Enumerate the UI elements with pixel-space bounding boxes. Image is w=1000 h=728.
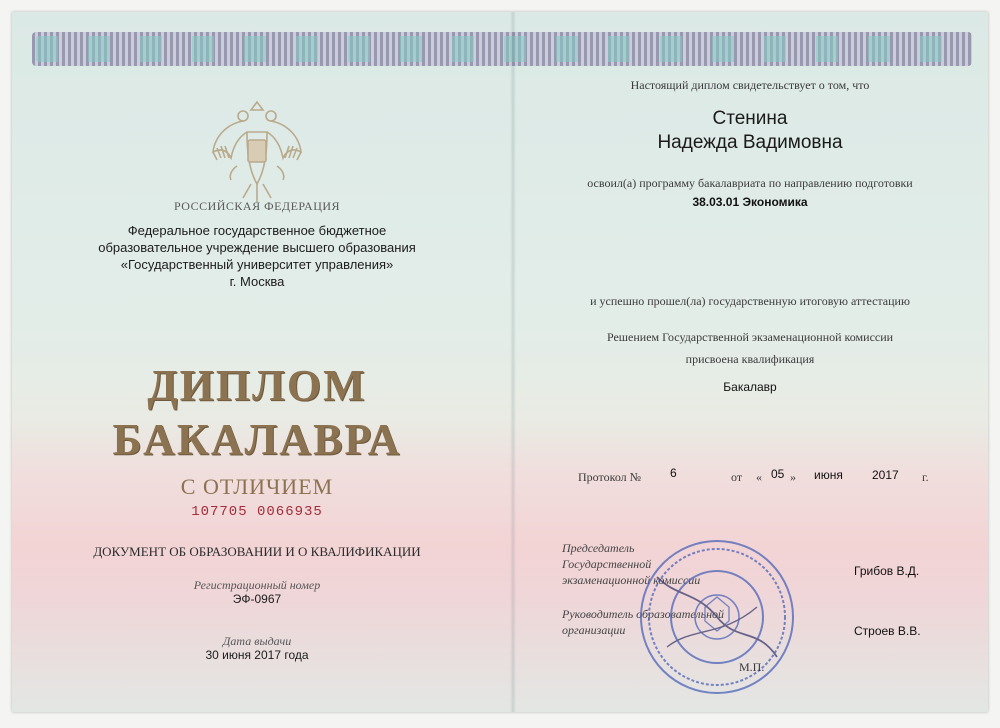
registration-label: Регистрационный номер <box>193 578 321 592</box>
honors-label: С ОТЛИЧИЕМ <box>180 474 334 499</box>
protocol-open-quote: « <box>756 470 762 484</box>
certifies-text: Настоящий диплом свидетельствует о том, что <box>630 78 870 92</box>
study-direction: 38.03.01 Экономика <box>692 195 808 209</box>
protocol-year: 2017 <box>872 468 899 482</box>
right-page <box>512 12 988 712</box>
protocol-from: от <box>731 470 743 484</box>
registration-number: ЭФ-0967 <box>232 592 282 606</box>
chair-label-line: Председатель <box>562 541 635 555</box>
head-label-line: организации <box>562 623 626 637</box>
graduate-given-names: Надежда Вадимовна <box>657 132 843 153</box>
protocol-month: июня <box>814 468 843 482</box>
program-text: освоил(а) программу бакалавриата по направлению подготовки <box>587 176 913 190</box>
organization-line: образовательное учреждение высшего образования <box>98 240 416 255</box>
head-label-line: Руководитель образовательной <box>562 607 725 621</box>
chair-label-line: Государственной <box>562 557 652 571</box>
russian-coat-of-arms-icon <box>207 92 307 210</box>
organization-line: «Государственный университет управления» <box>120 257 394 272</box>
chair-name: Грибов В.Д. <box>854 564 920 578</box>
organization-city: г. Москва <box>229 274 285 289</box>
country-label: РОССИЙСКАЯ ФЕДЕРАЦИЯ <box>173 199 341 213</box>
attestation-text: и успешно прошел(ла) государственную итоговую аттестацию <box>590 294 910 308</box>
qualification: Бакалавр <box>723 380 777 394</box>
issue-date: 30 июня 2017 года <box>205 648 309 662</box>
official-stamp-seal <box>637 537 797 697</box>
document-type: ДОКУМЕНТ ОБ ОБРАЗОВАНИИ И О КВАЛИФИКАЦИИ <box>93 544 421 559</box>
organization-line: Федеральное государственное бюджетное <box>127 223 387 238</box>
chair-label-line: экзаменационной комиссии <box>562 573 701 587</box>
diploma-title: ДИПЛОМ <box>147 361 367 410</box>
serial-number: 107705 0066935 <box>191 504 323 520</box>
degree-title: БАКАЛАВРА <box>112 415 402 464</box>
head-name: Строев В.В. <box>854 624 921 638</box>
protocol-year-suffix: г. <box>922 470 929 484</box>
protocol-close-quote: » <box>790 470 796 484</box>
issue-date-label: Дата выдачи <box>222 634 292 648</box>
protocol-number: 6 <box>670 466 677 480</box>
awarded-text: присвоена квалификация <box>685 352 815 366</box>
seal-mark: М.П. <box>739 660 765 674</box>
issuing-organization <box>72 222 442 290</box>
diploma-document <box>12 12 988 712</box>
protocol-day: 05 <box>771 467 785 481</box>
left-page <box>12 12 512 712</box>
protocol-label: Протокол № <box>578 470 642 484</box>
graduate-surname: Стенина <box>712 108 788 129</box>
commission-decision-text: Решением Государственной экзаменационной комиссии <box>606 330 894 344</box>
